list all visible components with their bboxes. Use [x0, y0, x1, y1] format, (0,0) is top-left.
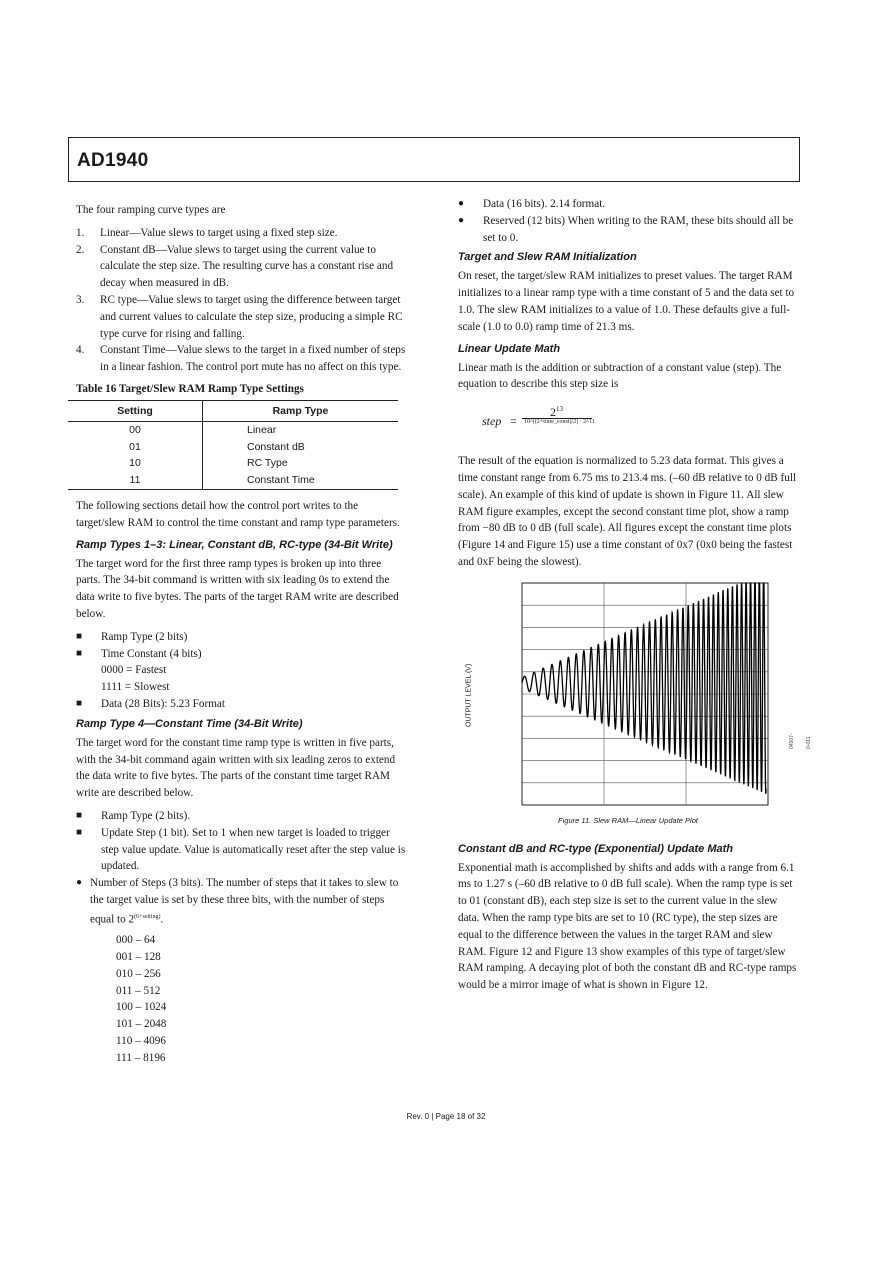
list-text: Data (16 bits). 2.14 format. [483, 198, 606, 210]
data-bullets [458, 196, 798, 246]
table-header: Setting [68, 400, 203, 421]
list-text: RC type—Value slews to target using the difference between target and current values to calculate the step size, producing a simple RC type curve for rising and falling. [100, 293, 403, 340]
following-paragraph: The following sections detail how the control port writes to the target/slew RAM to control the time constant and ramp type parameters. [76, 499, 400, 529]
ramp4-bullets [76, 808, 406, 928]
list-number: 1. [76, 226, 85, 239]
equation-equals: = [510, 414, 517, 429]
list-item [76, 225, 406, 242]
ramp13-paragraph: The target word for the first three ramp types is broken up into three parts. The 34-bit command is written with six leading 0s to extend the data write to five bytes. The parts of the target RAM write are described below. [76, 557, 399, 620]
numerator-base: 2 [550, 405, 556, 420]
list-number: 3. [76, 293, 85, 306]
exponential-paragraph: Exponential math is accomplished by shifts and adds with a range from 6.1 ms to 1.27 s (–60 dB relative to 0 dB full scale). When the ramp type is set to 01 (constant dB), each step size is set to the current value in the slew data. When the ramp type bits are set to 10 (RC type), the step sizes are equal to the difference between the values in the target RAM and slew RAM. Figure 12 and Figure 13 show examples of this type of target/slew RAM ramping. A decaying plot of both the constant dB and RC-type ramps would be a mirror image of what is shown in Figure 12. [458, 861, 797, 992]
ramp13-bullets [76, 629, 406, 713]
step-code-list [76, 932, 406, 1066]
list-text: Data (28 Bits): 5.23 Format [101, 697, 225, 710]
bullet-icon: ■ [76, 647, 83, 659]
table-cell: Constant Time [203, 472, 399, 489]
list-number: 4. [76, 344, 85, 357]
list-item [458, 213, 798, 247]
list-item [76, 342, 406, 376]
y-axis-label: OUTPUT LEVEL (V) [465, 663, 473, 727]
y-axis-label-wrap [465, 647, 488, 737]
table-cell: 01 [68, 439, 203, 456]
table-cell: Constant dB [247, 440, 305, 453]
figure-11-chart [465, 581, 812, 809]
ramp-type-table [68, 400, 398, 490]
bullet-icon: ■ [76, 809, 83, 821]
numerator-exponent: 13 [556, 405, 563, 414]
page-footer: Rev. 0 | Page 18 of 32 [406, 1112, 486, 1121]
list-number: 2. [76, 243, 85, 256]
list-text: . [160, 913, 164, 926]
step-code: 101 – 2048 [116, 1018, 167, 1031]
table-cell: Linear [247, 423, 277, 436]
chart-plot [520, 581, 820, 809]
table-cell: 00 [68, 421, 203, 438]
table-row [68, 421, 398, 438]
list-item [76, 646, 406, 696]
step-code: 011 – 512 [116, 984, 161, 997]
sub-item: 1111 = Slowest [101, 681, 170, 694]
result-paragraph: The result of the equation is normalized to 5.23 data format. This gives a time constant range from 6.75 ms to 213.4 ms. (–60 dB relative to 0 dB full scale). An example of this kind of update is shown in Figure 11. All slew RAM figure examples, except the second constant time plot, show a ramp from −80 dB to 0 dB (full scale). All figures except the constant time plots (Figure 14 and Figure 15) use a time constant of 0x7 (0x0 being the fastest and 0xF being the slowest). [458, 455, 797, 568]
exponent: (6+setting) [134, 913, 161, 920]
table-row [68, 455, 398, 472]
equation-lhs: step [482, 414, 502, 429]
heading-initialization: Target and Slew RAM Initialization [458, 251, 637, 264]
list-item [76, 696, 406, 713]
heading-ramp-type-4: Ramp Type 4—Constant Time (34-Bit Write) [76, 717, 303, 730]
table-cell: 11 [68, 472, 203, 489]
list-item [76, 292, 406, 342]
list-item [76, 629, 406, 646]
bullet-icon: ● [458, 214, 465, 226]
list-text: Number of Steps (3 bits). The number of steps that it takes to slew to the target value is set by these three bits, with the number of steps equal to 2 [90, 877, 399, 926]
heading-linear-math: Linear Update Math [458, 342, 561, 355]
list-text: Ramp Type (2 bits) [101, 630, 188, 643]
series-line [522, 583, 766, 794]
table-caption: Table 16 Target/Slew RAM Ramp Type Settings [76, 382, 304, 395]
bullet-icon: ■ [76, 630, 83, 642]
init-paragraph: On reset, the target/slew RAM initializes to preset values. The target RAM initializes to a linear ramp type with a time constant of 5 and the data set to 1.0. The slew RAM initializes to a value of 1.0. These defaults give a full-scale (1.0 to 0.0) ramp time of 21.3 ms. [458, 270, 795, 333]
list-item [76, 808, 406, 825]
table-cell: RC Type [247, 457, 288, 470]
list-text: Reserved (12 bits) When writing to the RAM, these bits should all be set to 0. [483, 214, 794, 244]
step-equation [482, 401, 798, 441]
step-code: 000 – 64 [116, 934, 156, 947]
step-code: 010 – 256 [116, 967, 161, 980]
sub-item: 0000 = Fastest [101, 664, 167, 677]
heading-exponential-math: Constant dB and RC-type (Exponential) Update Math [458, 842, 733, 855]
linear-paragraph: Linear math is the addition or subtraction of a constant value (step). The equation to describe this step size is [458, 361, 782, 391]
doc-title: AD1940 [77, 150, 149, 171]
table-row [68, 439, 398, 456]
figure-caption: Figure 11. Slew RAM—Linear Update Plot [558, 815, 698, 825]
bullet-icon: ● [76, 877, 83, 889]
step-code: 100 – 1024 [116, 1001, 167, 1014]
list-item [76, 875, 406, 928]
step-code: 111 – 8196 [116, 1051, 166, 1064]
list-text: Time Constant (4 bits) [101, 647, 202, 660]
heading-ramp-types-1-3: Ramp Types 1–3: Linear, Constant dB, RC-type (34-Bit Write) [76, 538, 393, 551]
table-cell: 10 [68, 455, 203, 472]
table-header: Ramp Type [203, 400, 399, 421]
step-code: 001 – 128 [116, 951, 161, 964]
ramp-type-list [76, 225, 406, 376]
figure-code: 04507-0-011 [789, 733, 812, 749]
list-item [76, 242, 406, 292]
list-text: Linear—Value slews to target using a fixed step size. [100, 226, 338, 239]
list-text: Ramp Type (2 bits). [101, 809, 191, 822]
bullet-icon: ■ [76, 826, 83, 838]
list-text: Constant dB—Value slews to target using the current value to calculate the step size. The resulting curve has a constant rise and decay when measured in dB. [100, 243, 394, 290]
table-header-row [68, 400, 398, 421]
equation-denominator: 10^((2+time_const)/2) · 2^11 [524, 419, 595, 426]
right-column [458, 196, 812, 1000]
header-box [68, 137, 800, 182]
intro-paragraph: The four ramping curve types are [76, 204, 226, 216]
step-code: 110 – 4096 [116, 1035, 166, 1047]
table-row [68, 472, 398, 489]
bullet-icon: ● [458, 198, 465, 209]
list-item [76, 825, 406, 875]
left-column [76, 202, 406, 1067]
list-item [458, 196, 798, 213]
bullet-icon: ■ [76, 697, 83, 709]
list-text: Update Step (1 bit). Set to 1 when new target is loaded to trigger step value update. Value is automatically reset after the step value is updated. [101, 826, 406, 873]
ramp4-paragraph: The target word for the constant time ramp type is written in five parts, with the 34-bit command again written with six leading zeros to extend the data write to five bytes. The parts of the constant time target RAM write are described below. [76, 736, 396, 800]
list-text: Constant Time—Value slews to the target in a fixed number of steps in a linear fashion. The control port mute has no affect on this type. [100, 344, 406, 374]
